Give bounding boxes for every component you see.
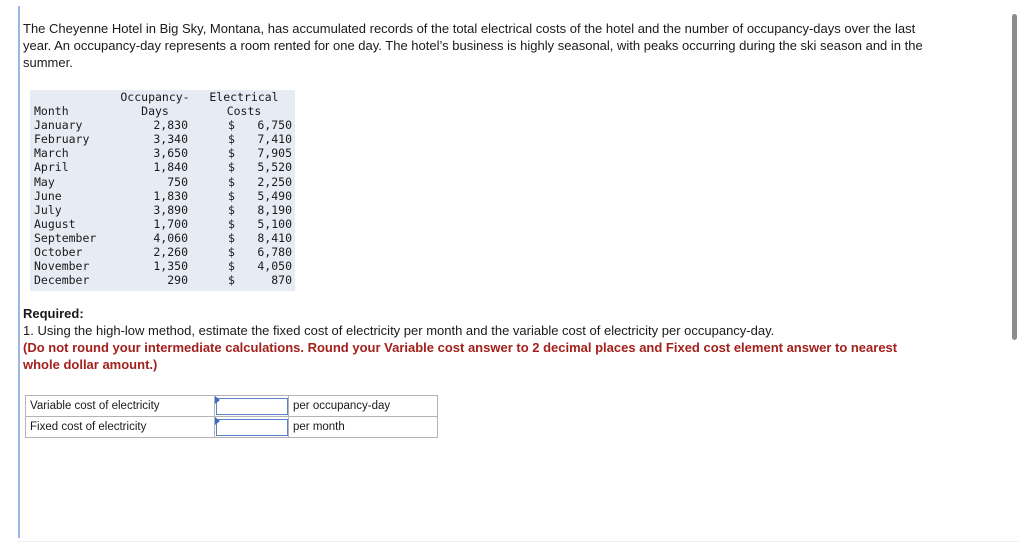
cost-value (228, 231, 292, 245)
currency-symbol: $ (228, 160, 235, 175)
cost-amount: 4,050 (257, 259, 292, 274)
header-days-line2: Days (141, 104, 169, 119)
currency-symbol: $ (228, 230, 235, 245)
currency-symbol: $ (228, 202, 235, 217)
table-row (34, 189, 292, 203)
answer-cell-fixed (215, 417, 289, 438)
table-row (34, 146, 292, 160)
rounding-instruction: (Do not round your intermediate calculations. Round your Variable cost answer to 2 decimal places and Fixed cost element answer to nearest whole dollar amount.) (23, 340, 898, 372)
cost-value (228, 245, 292, 259)
cell-electrical-cost (188, 132, 292, 146)
left-border (18, 6, 20, 538)
cost-amount: 8,410 (257, 230, 292, 245)
answer-unit-fixed: per month (289, 417, 438, 438)
table-row (34, 245, 292, 259)
answer-label-fixed: Fixed cost of electricity (26, 417, 215, 438)
data-table (30, 90, 295, 291)
cell-electrical-cost (188, 245, 292, 259)
cell-occupancy-days: 1,350 (153, 259, 188, 274)
cost-value (228, 189, 292, 203)
table-header (34, 90, 292, 118)
cost-amount: 2,250 (257, 174, 292, 189)
cell-month: December (34, 273, 90, 288)
cell-electrical-cost (188, 160, 292, 174)
cell-electrical-cost (188, 259, 292, 273)
currency-symbol: $ (228, 132, 235, 147)
required-section (23, 305, 923, 373)
variable-cost-input[interactable] (216, 398, 288, 415)
header-days-line1: Occupancy- (120, 90, 190, 104)
bottom-divider (18, 541, 1018, 542)
cell-month: January (34, 118, 83, 133)
answer-row-variable (26, 396, 438, 417)
cell-month: July (34, 202, 62, 217)
currency-symbol: $ (228, 259, 235, 274)
input-flag-icon (215, 396, 220, 404)
cost-amount: 5,520 (257, 160, 292, 175)
table-row (34, 259, 292, 273)
cost-amount: 7,410 (257, 132, 292, 147)
scrollbar-thumb[interactable] (1012, 14, 1017, 340)
table-row (34, 273, 292, 287)
table-row (34, 175, 292, 189)
cell-occupancy-days: 4,060 (153, 230, 188, 245)
cell-month: October (34, 245, 83, 260)
cost-value (228, 217, 292, 231)
header-cost-line2: Costs (226, 104, 262, 119)
cell-occupancy-days: 1,840 (153, 160, 188, 175)
cell-month: August (34, 216, 76, 231)
answer-unit-variable: per occupancy-day (289, 396, 438, 417)
cell-electrical-cost (188, 217, 292, 231)
cell-electrical-cost (188, 231, 292, 245)
cost-amount: 6,780 (257, 245, 292, 260)
answer-cell-variable (215, 396, 289, 417)
currency-symbol: $ (228, 118, 235, 133)
cell-occupancy-days: 750 (167, 174, 188, 189)
table-row (34, 118, 292, 132)
cell-occupancy-days: 290 (167, 273, 188, 288)
cost-value (228, 203, 292, 217)
currency-symbol: $ (228, 273, 235, 288)
cell-occupancy-days: 1,700 (153, 216, 188, 231)
cost-value (228, 273, 292, 287)
cost-amount: 5,490 (257, 188, 292, 203)
header-cost (200, 90, 288, 118)
cell-month: November (34, 259, 90, 274)
cell-occupancy-days: 3,340 (153, 132, 188, 147)
cell-month: September (34, 230, 97, 245)
question-intro: The Cheyenne Hotel in Big Sky, Montana, has accumulated records of the total electrical costs of the hotel and the number of occupancy-days over the last year. An occupancy-day represents a room rented for one day. The hotel’s business is highly seasonal, with peaks occurring during the ski season and in the summer. (23, 21, 923, 70)
header-cost-line1: Electrical (209, 90, 279, 104)
cost-amount: 5,100 (257, 216, 292, 231)
cell-month: April (34, 160, 69, 175)
currency-symbol: $ (228, 245, 235, 260)
table-row (34, 217, 292, 231)
currency-symbol: $ (228, 174, 235, 189)
table-row (34, 160, 292, 174)
table-body (34, 118, 292, 287)
cell-occupancy-days: 1,830 (153, 188, 188, 203)
cell-occupancy-days: 3,650 (153, 146, 188, 161)
cell-month: March (34, 146, 69, 161)
cell-electrical-cost (188, 175, 292, 189)
currency-symbol: $ (228, 188, 235, 203)
cost-amount: 8,190 (257, 202, 292, 217)
table-row (34, 203, 292, 217)
cost-value (228, 259, 292, 273)
cell-month: May (34, 174, 55, 189)
cost-value (228, 175, 292, 189)
answer-row-fixed (26, 417, 438, 438)
cell-electrical-cost (188, 203, 292, 217)
cell-electrical-cost (188, 118, 292, 132)
question-content (23, 20, 923, 71)
cell-month: February (34, 132, 90, 147)
required-part1: 1. Using the high-low method, estimate the fixed cost of electricity per month and the variable cost of electricity per occupancy-day. (23, 323, 775, 338)
answer-table (25, 395, 438, 438)
cost-amount: 6,750 (257, 118, 292, 133)
cell-electrical-cost (188, 273, 292, 287)
currency-symbol: $ (228, 146, 235, 161)
cell-electrical-cost (188, 146, 292, 160)
cell-occupancy-days: 2,830 (153, 118, 188, 133)
answer-label-variable: Variable cost of electricity (26, 396, 215, 417)
header-days (110, 90, 200, 118)
input-flag-icon (215, 417, 220, 425)
cost-value (228, 118, 292, 132)
cost-amount: 870 (271, 273, 292, 288)
header-month: Month (34, 104, 69, 119)
currency-symbol: $ (228, 216, 235, 231)
fixed-cost-input[interactable] (216, 419, 288, 436)
cost-value (228, 146, 292, 160)
cell-occupancy-days: 2,260 (153, 245, 188, 260)
cell-month: June (34, 188, 62, 203)
cell-occupancy-days: 3,890 (153, 202, 188, 217)
table-row (34, 132, 292, 146)
cost-value (228, 132, 292, 146)
cost-amount: 7,905 (257, 146, 292, 161)
cost-value (228, 160, 292, 174)
required-label: Required: (23, 306, 84, 321)
table-row (34, 231, 292, 245)
cell-electrical-cost (188, 189, 292, 203)
